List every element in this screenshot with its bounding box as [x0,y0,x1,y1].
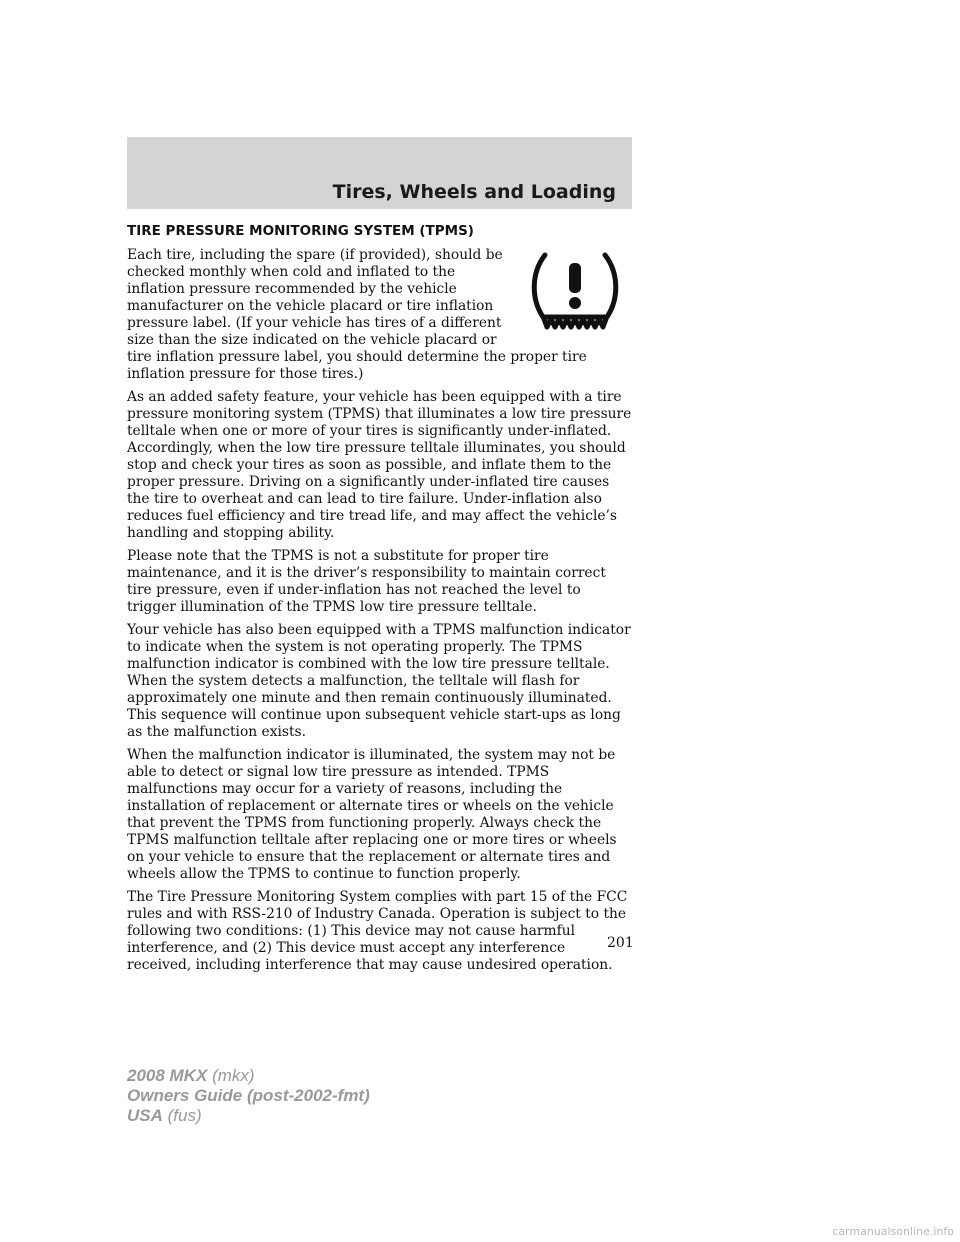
header-band [127,137,632,209]
paragraph: As an added safety feature, your vehicle has been equipped with a tire pressure monitoring system (TPMS) that illuminates a low tire pressure telltale when one or more of your tires is significantly under-inflated. Accordingly, when the low tire pressure telltale illuminates, you should stop and check your tires as soon as possible, and inflate them to the proper pressure. Driving on a significantly under-inflated tire causes the tire to overheat and can lead to tire failure. Under-inflation also reduces fuel efficiency and tire tread life, and may affect the vehicle’s handling and stopping ability. [127,389,632,541]
paragraph: The Tire Pressure Monitoring System complies with part 15 of the FCC rules and with RSS-210 of Industry Canada. Operation is subject to the following two conditions: (1) This device may not cause harmful interference, and (2) This device must accept any interference received, including interference that may cause undesired operation. [127,889,628,973]
footer-market-code: (fus) [167,1106,202,1125]
chapter-title: Tires, Wheels and Loading [332,181,616,203]
section-heading: TIRE PRESSURE MONITORING SYSTEM (TPMS) [127,223,474,239]
footer [127,1066,370,1126]
body-text [127,247,633,980]
footer-model: 2008 MKX [127,1066,208,1085]
page-number: 201 [607,935,634,951]
watermark: carmanualsonline.info [832,1225,954,1238]
footer-line-2: Owners Guide (post-2002-fmt) [127,1086,370,1105]
tire-pressure-warning-icon [517,247,633,341]
paragraph: Your vehicle has also been equipped with a TPMS malfunction indicator to indicate when the system is not operating properly. The TPMS malfunction indicator is combined with the low tire pressure telltale. When the system detects a malfunction, the telltale will flash for approximately one minute and then remain continuously illuminated. This sequence will continue upon subsequent vehicle start-ups as long as the malfunction exists. [127,622,631,740]
footer-line-3 [127,1106,370,1126]
paragraph: Each tire, including the spare (if provided), should be checked monthly when cold and inflated to the inflation pressure recommended by the vehicle manufacturer on the vehicle placard or tire inflation pressure label. (If your vehicle has tires of a different size than the size indicated on the vehicle placard or tire inflation pressure label, you should determine the proper tire inflation pressure for those tires.) [127,247,587,382]
footer-market: USA [127,1106,163,1125]
footer-model-code: (mkx) [212,1066,255,1085]
footer-line-1 [127,1066,370,1086]
paragraph: When the malfunction indicator is illuminated, the system may not be able to detect or signal low tire pressure as intended. TPMS malfunctions may occur for a variety of reasons, including the installation of replacement or alternate tires or wheels on the vehicle that prevent the TPMS from functioning properly. Always check the TPMS malfunction telltale after replacing one or more tires or wheels on your vehicle to ensure that the replacement or alternate tires and wheels allow the TPMS to continue to function properly. [127,747,617,882]
paragraph: Please note that the TPMS is not a substitute for proper tire maintenance, and it is the driver’s responsibility to maintain correct tire pressure, even if under-inflation has not reached the level to trigger illumination of the TPMS low tire pressure telltale. [127,548,606,615]
